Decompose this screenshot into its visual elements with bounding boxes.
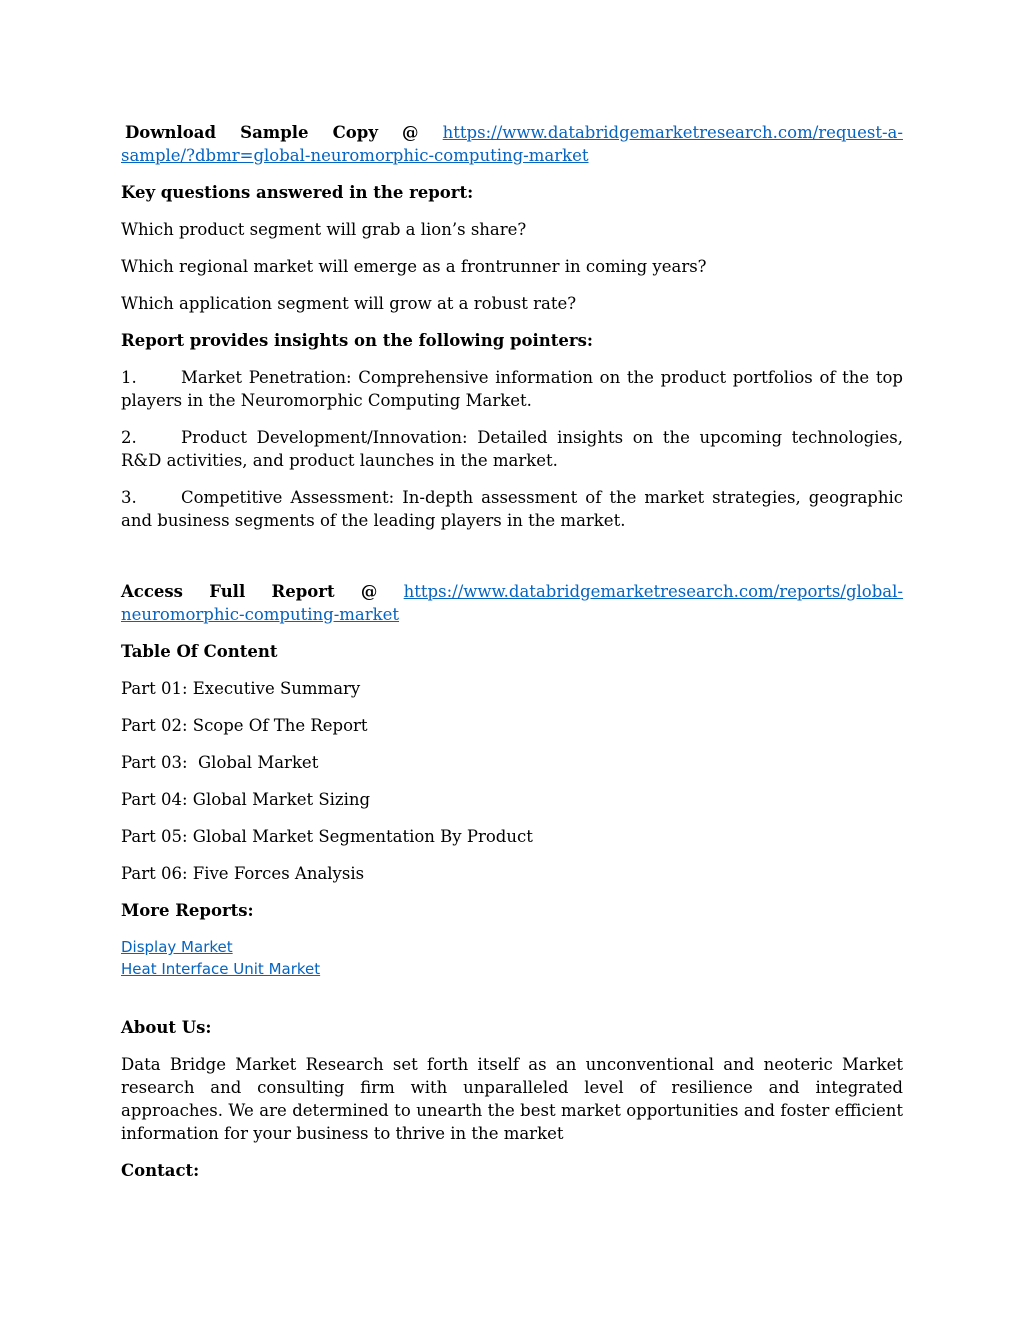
insight-text: Competitive Assessment: In-depth assessment of the market strategies, geographic and business segments of the leading players in the market.: [121, 488, 903, 530]
insight-text: Market Penetration: Comprehensive information on the product portfolios of the top players in the Neuromorphic Computing Market.: [121, 368, 903, 410]
sample-word: Sample: [240, 123, 309, 142]
toc-heading: Table Of Content: [121, 642, 278, 661]
more-report-link-1[interactable]: Display Market: [121, 938, 233, 956]
toc-item-3: Part 03: Global Market: [121, 753, 319, 772]
insight-item-3: [121, 486, 903, 532]
insight-number: 3.: [121, 488, 137, 507]
sample-link-part1[interactable]: https://www.databridgemarketresearch.com/request-a-: [442, 123, 903, 142]
insights-heading: Report provides insights on the following pointers:: [121, 331, 593, 350]
at-sign: @: [360, 582, 378, 601]
sample-link-part2[interactable]: sample/?dbmr=global-neuromorphic-computing-market: [121, 146, 589, 165]
full-report-block: [121, 580, 903, 626]
insight-number: 2.: [121, 428, 137, 447]
key-question-2: Which regional market will emerge as a frontrunner in coming years?: [121, 257, 707, 276]
toc-item-4: Part 04: Global Market Sizing: [121, 790, 371, 809]
full-word: Full: [209, 582, 246, 601]
insight-number: 1.: [121, 368, 137, 387]
key-question-1: Which product segment will grab a lion’s share?: [121, 220, 527, 239]
more-report-link-2[interactable]: Heat Interface Unit Market: [121, 960, 321, 978]
download-word: Download: [125, 123, 217, 142]
full-report-line: [121, 580, 903, 603]
more-reports-heading: More Reports:: [121, 901, 254, 920]
download-sample-block: [121, 121, 903, 167]
download-sample-line: [121, 121, 903, 144]
toc-item-2: Part 02: Scope Of The Report: [121, 716, 368, 735]
document-page: [121, 121, 903, 1196]
toc-item-6: Part 06: Five Forces Analysis: [121, 864, 365, 883]
insight-text: Product Development/Innovation: Detailed insights on the upcoming technologies, R&D activities, and product launches in the market.: [121, 428, 903, 470]
toc-item-1: Part 01: Executive Summary: [121, 679, 361, 698]
access-word: Access: [121, 582, 183, 601]
insight-item-1: [121, 366, 903, 412]
at-sign: @: [402, 123, 419, 142]
key-question-3: Which application segment will grow at a robust rate?: [121, 294, 577, 313]
about-heading: About Us:: [121, 1018, 212, 1037]
about-text: Data Bridge Market Research set forth itself as an unconventional and neoteric Market research and consulting firm with unparalleled level of resilience and integrated approaches. We are determined to unearth the best market opportunities and foster efficient information for your business to thrive in the market: [121, 1055, 903, 1143]
key-questions-heading: Key questions answered in the report:: [121, 183, 474, 202]
contact-heading: Contact:: [121, 1161, 200, 1180]
full-report-link-part2[interactable]: neuromorphic-computing-market: [121, 605, 400, 624]
full-report-link-part1[interactable]: https://www.databridgemarketresearch.com/reports/global-: [403, 582, 903, 601]
report-word: Report: [271, 582, 335, 601]
copy-word: Copy: [332, 123, 378, 142]
toc-item-5: Part 05: Global Market Segmentation By Product: [121, 827, 533, 846]
insight-item-2: [121, 426, 903, 472]
more-reports-list: [121, 936, 903, 980]
